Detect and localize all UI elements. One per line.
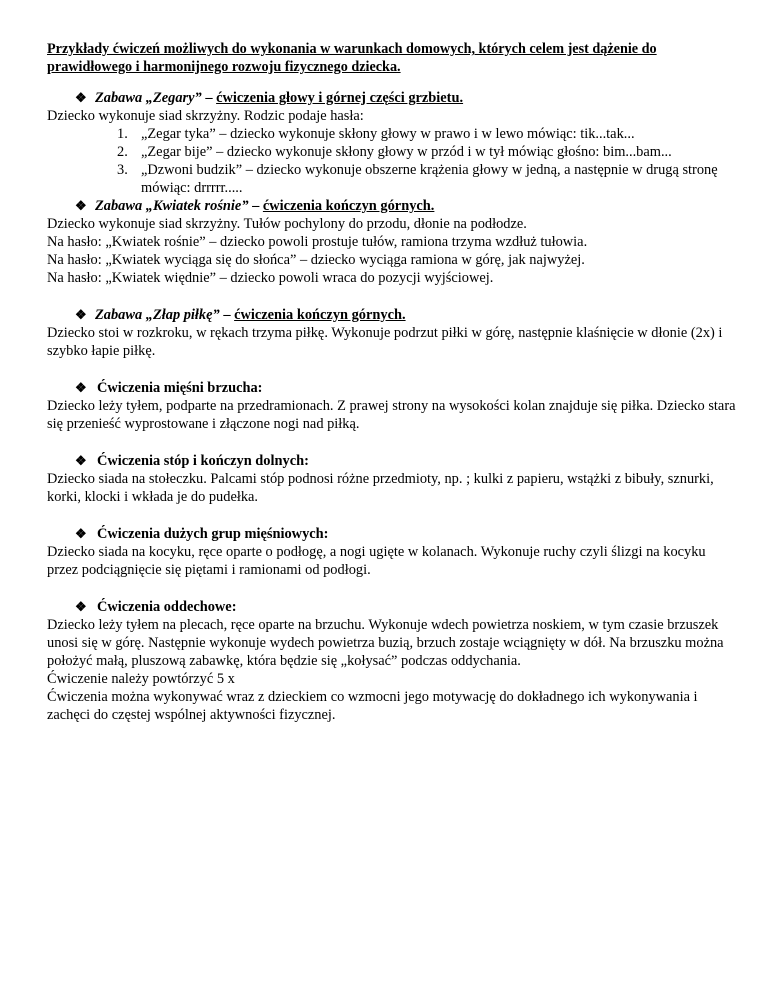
list-item: 1. „Zegar tyka” – dziecko wykonuje skłony głowy w prawo i w lewo mówiąc: tik...tak... bbox=[117, 126, 635, 142]
list-item: 2. „Zegar bije” – dziecko wykonuje skłony głowy w przód i w tył mówiąc głośno: bim...bam... bbox=[117, 144, 672, 160]
section-zegary bbox=[47, 89, 737, 197]
paragraph-line: Dziecko leży tyłem na plecach, ręce oparte na brzuchu. Wykonuje wdech powietrza noskiem, w tym czasie brzuszek unosi się w górę. Następnie wykonuje wydech powietrza buzią, brzuch zostaje wciągnięty w dół. Na brzuszku można położyć małą, pluszową zabawkę, która będzie się „kołysać” podczas oddychania. bbox=[47, 617, 724, 669]
section-stop bbox=[47, 452, 737, 506]
document-title: Przykłady ćwiczeń możliwych do wykonania w warunkach domowych, których celem jest dążenie do prawidłowego i harmonijnego rozwoju fizycznego dziecka. bbox=[47, 41, 657, 75]
heading-game-name: Zabawa „Złap piłkę” bbox=[95, 307, 220, 323]
heading-game-name: Zabawa „Zegary” bbox=[95, 90, 202, 106]
paragraph-line: Na hasło: „Kwiatek więdnie” – dziecko powoli wraca do pozycji wyjściowej. bbox=[47, 270, 494, 286]
section-heading: ❖ Ćwiczenia oddechowe: bbox=[75, 599, 237, 615]
paragraph-line: Dziecko stoi w rozkroku, w rękach trzyma piłkę. Wykonuje podrzut piłki w górę, następnie klaśnięcie w dłonie (2x) i szybko łapie piłkę. bbox=[47, 325, 723, 359]
list-item: 3. „Dzwoni budzik” – dziecko wykonuje obszerne krążenia głowy w jedną, a następnie w drugą stronę mówiąc: drrrrr..... bbox=[117, 162, 718, 196]
section-heading: ❖ Ćwiczenia dużych grup mięśniowych: bbox=[75, 526, 329, 542]
paragraph-line: Dziecko siada na stołeczku. Palcami stóp podnosi różne przedmioty, np. ; kulki z papieru, wstążki z bibuły, sznurki, korki, klocki i wkłada je do pudełka. bbox=[47, 471, 714, 505]
paragraph-line: Dziecko wykonuje siad skrzyżny. Tułów pochylony do przodu, dłonie na podłodze. bbox=[47, 216, 527, 232]
section-heading: ❖ Ćwiczenia stóp i kończyn dolnych: bbox=[75, 453, 309, 469]
heading-exercise-type: ćwiczenia kończyn górnych. bbox=[262, 198, 435, 214]
paragraph-line: Dziecko siada na kocyku, ręce oparte o podłogę, a nogi ugięte w kolanach. Wykonuje ruchy czyli ślizgi na kocyku przez podciągnięcie się piętami i ramionami od podłogi. bbox=[47, 544, 706, 578]
diamond-bullet-icon: ❖ bbox=[75, 380, 87, 395]
paragraph-line: Na hasło: „Kwiatek rośnie” – dziecko powoli prostuje tułów, ramiona trzyma wzdłuż tułowia. bbox=[47, 234, 588, 250]
paragraph-line: Dziecko wykonuje siad skrzyżny. Rodzic podaje hasła: bbox=[47, 108, 364, 124]
heading-exercise-type: ćwiczenia kończyn górnych. bbox=[234, 307, 406, 323]
section-kwiatek bbox=[47, 197, 737, 287]
diamond-bullet-icon: ❖ bbox=[75, 526, 87, 541]
section-heading: ❖ Zabawa „Zegary” – ćwiczenia głowy i górnej części grzbietu. bbox=[75, 90, 464, 106]
section-zlap-pilke bbox=[47, 306, 737, 360]
numbered-list bbox=[47, 125, 737, 197]
document-page bbox=[47, 40, 737, 724]
diamond-bullet-icon: ❖ bbox=[75, 453, 87, 468]
diamond-bullet-icon: ❖ bbox=[75, 198, 87, 213]
diamond-bullet-icon: ❖ bbox=[75, 90, 87, 105]
paragraph-line: Ćwiczenie należy powtórzyć 5 x bbox=[47, 671, 235, 687]
section-duzych-grup bbox=[47, 525, 737, 579]
paragraph-line: Dziecko leży tyłem, podparte na przedramionach. Z prawej strony na wysokości kolan znajduje się piłka. Dziecko stara się przenieść wyprostowane i złączone nogi nad piłką. bbox=[47, 398, 736, 432]
section-heading: ❖ Zabawa „Kwiatek rośnie” – ćwiczenia kończyn górnych. bbox=[75, 198, 435, 214]
closing-paragraph: Ćwiczenia można wykonywać wraz z dzieckiem co wzmocni jego motywację do dokładnego ich wykonywania i zachęci do częstej wspólnej aktywności fizycznej. bbox=[47, 689, 698, 723]
section-brzucha bbox=[47, 379, 737, 433]
heading-game-name: Zabawa „Kwiatek rośnie” bbox=[95, 198, 249, 214]
section-heading: ❖ Zabawa „Złap piłkę” – ćwiczenia kończyn górnych. bbox=[75, 307, 406, 323]
diamond-bullet-icon: ❖ bbox=[75, 307, 87, 322]
section-oddechowe bbox=[47, 598, 737, 688]
diamond-bullet-icon: ❖ bbox=[75, 599, 87, 614]
heading-exercise-type: ćwiczenia głowy i górnej części grzbietu. bbox=[216, 90, 464, 106]
paragraph-line: Na hasło: „Kwiatek wyciąga się do słońca” – dziecko wyciąga ramiona w górę, jak najwyżej. bbox=[47, 252, 585, 268]
section-heading: ❖ Ćwiczenia mięśni brzucha: bbox=[75, 380, 263, 396]
